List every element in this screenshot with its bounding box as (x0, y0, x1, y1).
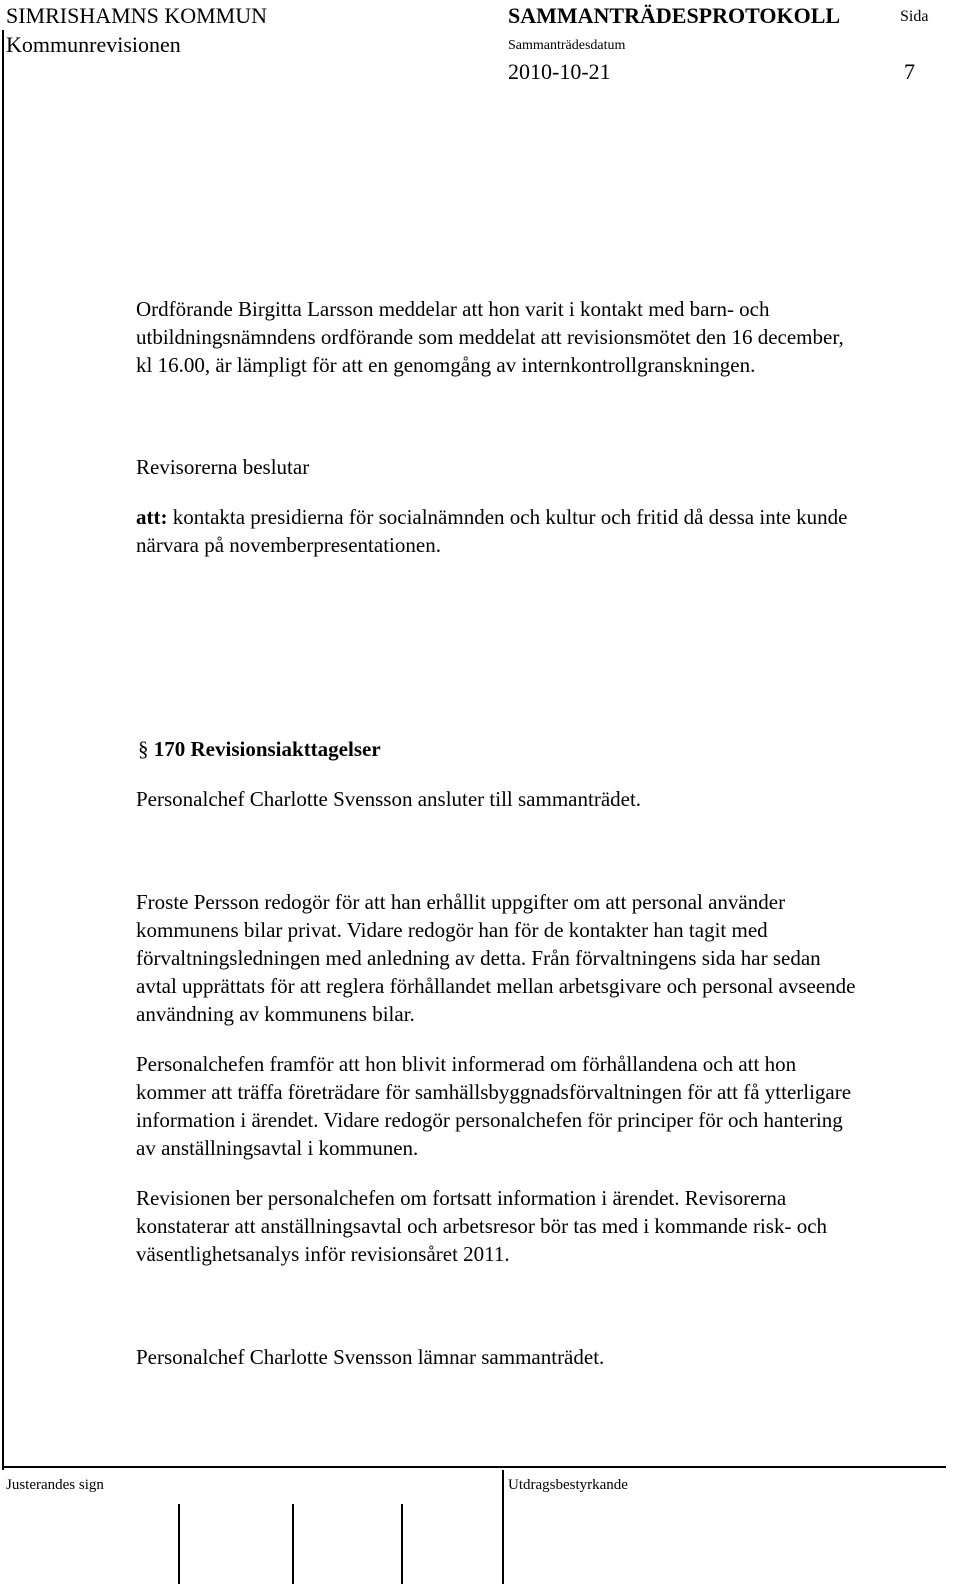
section-symbol: § (138, 737, 149, 761)
paragraph-1 (136, 888, 951, 1028)
text-line: närvara på novemberpresentationen. (136, 533, 441, 557)
meeting-date: 2010-10-21 (508, 59, 611, 84)
paragraph-2 (136, 1050, 951, 1162)
departure-note: Personalchef Charlotte Svensson lämnar sammanträdet. (136, 1345, 605, 1369)
arrival-note: Personalchef Charlotte Svensson ansluter till sammanträdet. (136, 787, 642, 811)
section-heading (138, 735, 381, 763)
text-line: kommunens bilar privat. Vidare redogör han för de kontakter han tagit med (136, 918, 768, 942)
text-line: Revisionen ber personalchefen om fortsatt information i ärendet. Revisorerna (136, 1186, 787, 1210)
text-line: av anställningsavtal i kommunen. (136, 1136, 419, 1160)
text-line: avtal upprättats för att reglera förhållandet mellan arbetsgivare och personal avseende (136, 974, 856, 998)
paragraph-3 (136, 1184, 951, 1268)
intro-paragraph (136, 295, 951, 379)
decision-prefix: att: (136, 505, 168, 529)
department-name: Kommunrevisionen (6, 32, 181, 57)
decision-block (136, 503, 951, 559)
signature-box-divider (401, 1504, 403, 1584)
date-label: Sammanträdesdatum (508, 38, 626, 53)
text-line: Froste Persson redogör för att han erhållit uppgifter om att personal använder (136, 890, 786, 914)
section-title: 170 Revisionsiakttagelser (153, 737, 381, 761)
left-margin-line (2, 30, 4, 1470)
text-line: information i ärendet. Vidare redogör personalchefen för principer för och hantering (136, 1108, 843, 1132)
justerandes-sign-label: Justerandes sign (6, 1477, 104, 1493)
utdragsbestyrkande-label: Utdragsbestyrkande (508, 1477, 628, 1493)
text-line: väsentlighetsanalys inför revisionsåret 2011. (136, 1242, 510, 1266)
decision-heading: Revisorerna beslutar (136, 455, 310, 479)
signature-box-divider (292, 1504, 294, 1584)
text-line: användning av kommunens bilar. (136, 1002, 415, 1026)
text-line: utbildningsnämndens ordförande som meddelat att revisionsmötet den 16 december, (136, 325, 844, 349)
text-line (136, 503, 951, 531)
footer-column-divider (502, 1470, 504, 1584)
document-type: SAMMANTRÄDESPROTOKOLL (508, 3, 841, 28)
decision-text: kontakta presidierna för socialnämnden och kultur och fritid då dessa inte kunde (172, 505, 848, 529)
text-line: kommer att träffa företrädare för samhällsbyggnadsförvaltningen för att få ytterligare (136, 1080, 852, 1104)
page-label: Sida (900, 8, 929, 25)
text-line: konstaterar att anställningsavtal och arbetsresor bör tas med i kommande risk- och (136, 1214, 828, 1238)
text-line: förvaltningsledningen med anledning av detta. Från förvaltningens sida har sedan (136, 946, 821, 970)
footer-divider (2, 1466, 946, 1468)
text-line: Personalchefen framför att hon blivit informerad om förhållandena och att hon (136, 1052, 797, 1076)
org-name: SIMRISHAMNS KOMMUN (6, 3, 267, 28)
text-line: Ordförande Birgitta Larsson meddelar att hon varit i kontakt med barn- och (136, 297, 770, 321)
text-line: kl 16.00, är lämpligt för att en genomgång av internkontrollgranskningen. (136, 353, 756, 377)
page-number: 7 (904, 59, 915, 84)
signature-box-divider (178, 1504, 180, 1584)
